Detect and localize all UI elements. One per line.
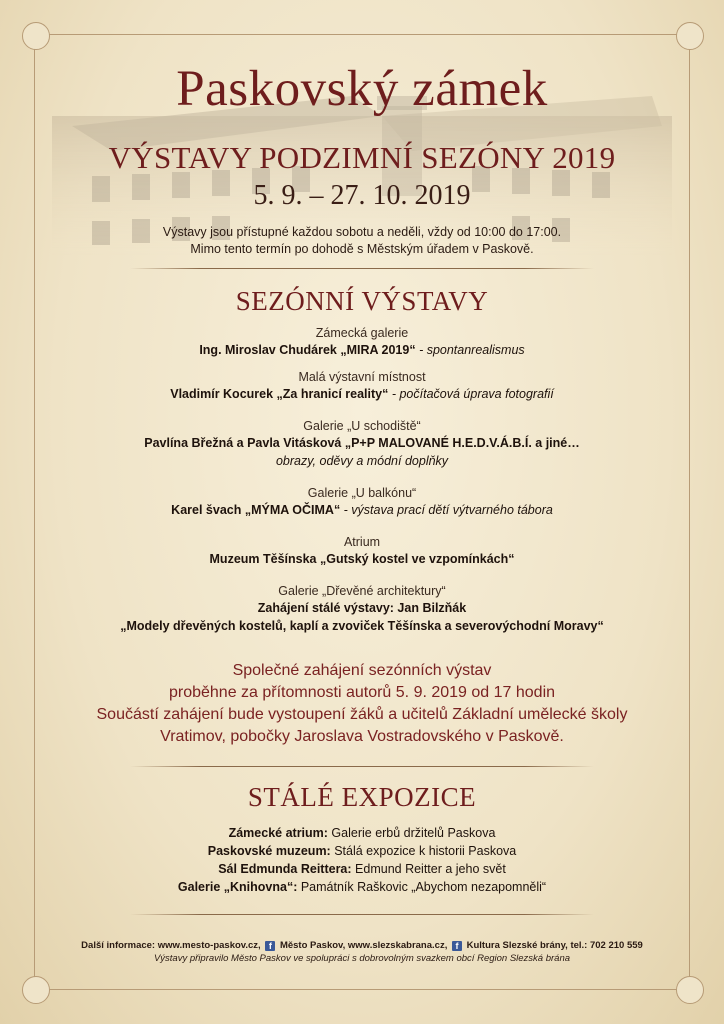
permanent-heading: STÁLÉ EXPOZICE <box>247 782 477 812</box>
exhibition-title: Karel švach „MÝMA OČIMA“ <box>171 503 341 517</box>
exhibition-title: Zahájení stálé výstavy: Jan Bilzňák <box>257 601 467 615</box>
exhibition-genre: - výstava prací dětí výtvarného tábora <box>340 503 553 517</box>
poster-subtitle: VÝSTAVY PODZIMNÍ SEZÓNY 2019 <box>108 140 616 175</box>
exhibition-line <box>40 436 684 450</box>
exhibition-dates: 5. 9. – 27. 10. 2019 <box>253 180 471 211</box>
exhibition-title: Ing. Miroslav Chudárek „MIRA 2019“ <box>199 343 416 357</box>
permanent-venue: Paskovské muzeum: <box>207 844 331 858</box>
permanent-desc: Edmund Reitter a jeho svět <box>351 862 506 876</box>
divider <box>130 766 594 767</box>
venue-label: Galerie „Dřevěné architektury“ <box>278 584 446 598</box>
exhibition-line <box>40 387 684 401</box>
poster-title: Paskovský zámek <box>176 61 548 117</box>
exhibition-line <box>40 454 684 468</box>
permanent-item <box>40 880 684 894</box>
appointment-note: Mimo tento termín po dohodě s Městským úřadem v Paskově. <box>190 242 534 256</box>
exhibition-line <box>40 552 684 566</box>
opening-text: Součástí zahájení bude vystoupení žáků a učitelů Základní umělecké školy <box>96 706 628 723</box>
contact-text: Další informace: www.mesto-paskov.cz, <box>81 940 264 951</box>
opening-hours-note: Výstavy jsou přístupné každou sobotu a neděli, vždy od 10:00 do 17:00. <box>162 225 562 239</box>
frame-corner-ornament <box>22 22 50 50</box>
exhibition-title: Vladimír Kocurek „Za hranicí reality“ <box>170 387 389 401</box>
exhibition-title: Pavlína Břežná a Pavla Vitásková „P+P MALOVANÉ H.E.D.V.Á.B.Í. a jiné… <box>144 436 580 450</box>
opening-text: Společné zahájení sezónních výstav <box>232 662 492 679</box>
exhibition-line <box>40 343 684 357</box>
divider <box>130 914 594 915</box>
exhibition-title: Muzeum Těšínska „Gutský kostel ve vzpomínkách“ <box>209 552 515 566</box>
exhibition-genre: - spontanrealismus <box>415 343 525 357</box>
permanent-item <box>40 862 684 876</box>
permanent-venue: Sál Edmunda Reittera: <box>218 862 352 876</box>
frame-corner-ornament <box>676 976 704 1004</box>
exhibition-line <box>40 619 684 633</box>
contact-text: Město Paskov, www.slezskabrana.cz, <box>277 940 450 951</box>
frame-corner-ornament <box>22 976 50 1004</box>
opening-text: Vratimov, pobočky Jaroslava Vostradovského v Paskově. <box>160 728 564 745</box>
permanent-venue: Zámecké atrium: <box>228 826 328 840</box>
permanent-desc: Galerie erbů držitelů Paskova <box>327 826 496 840</box>
permanent-desc: Stálá expozice k historii Paskova <box>330 844 517 858</box>
exhibition-genre: - počítačová úprava fotografií <box>388 387 554 401</box>
contact-text: Kultura Slezské brány, tel.: 702 210 559 <box>463 940 643 951</box>
contact-info <box>40 940 684 951</box>
seasonal-heading: SEZÓNNÍ VÝSTAVY <box>235 286 489 316</box>
facebook-icon: f <box>265 941 275 951</box>
venue-label: Galerie „U balkónu“ <box>307 486 417 500</box>
facebook-icon: f <box>452 941 462 951</box>
organizer-credit: Výstavy připravilo Město Paskov ve spolupráci s dobrovolným svazkem obcí Region Slezská brána <box>153 953 571 964</box>
exhibition-title: „Modely dřevěných kostelů, kaplí a zvoviček Těšínska a severovýchodní Moravy“ <box>120 619 604 633</box>
exhibition-line <box>40 503 684 517</box>
venue-label: Galerie „U schodiště“ <box>303 419 421 433</box>
permanent-item <box>40 844 684 858</box>
frame-corner-ornament <box>676 22 704 50</box>
permanent-item <box>40 826 684 840</box>
permanent-venue: Galerie „Knihovna“: <box>177 880 298 894</box>
opening-text: proběhne za přítomnosti autorů 5. 9. 2019 od 17 hodin <box>168 684 556 701</box>
venue-label: Atrium <box>343 535 381 549</box>
venue-label: Malá výstavní místnost <box>298 370 426 384</box>
permanent-desc: Památník Raškovic „Abychom nezapomněli“ <box>297 880 547 894</box>
exhibition-line <box>40 601 684 615</box>
divider <box>130 268 594 269</box>
venue-label: Zámecká galerie <box>315 326 409 340</box>
exhibition-genre: obrazy, oděvy a módní doplňky <box>275 454 449 468</box>
